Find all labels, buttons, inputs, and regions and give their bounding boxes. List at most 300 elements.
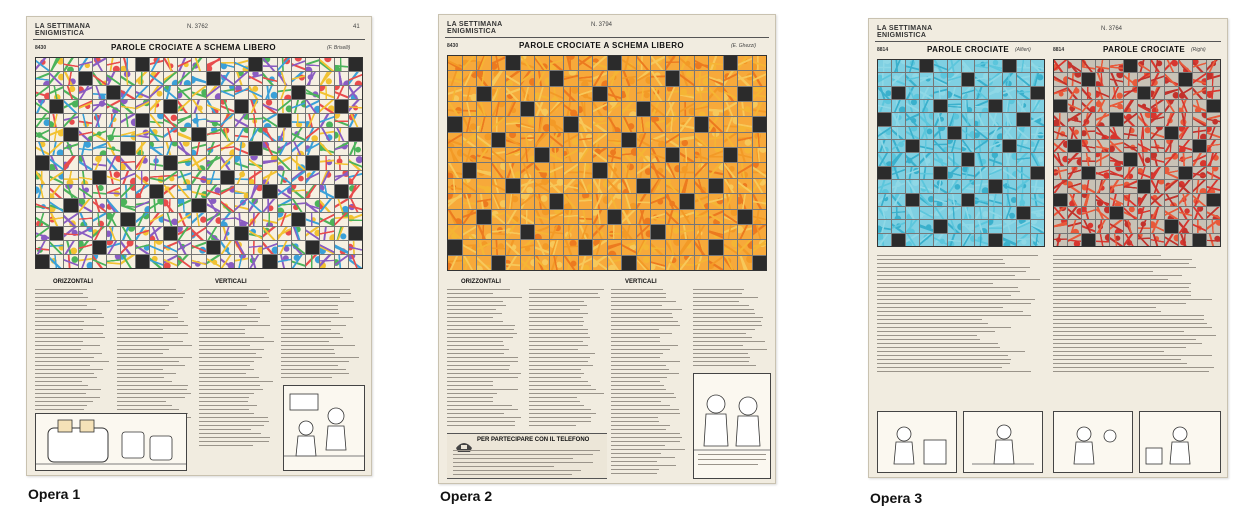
text-line [611, 333, 672, 334]
text-line [529, 305, 587, 306]
text-line [1053, 339, 1196, 340]
grid-cell [579, 240, 593, 254]
grid-cell [593, 87, 607, 101]
clues-column [281, 289, 361, 379]
top-rule [445, 37, 769, 38]
grid-cell [738, 87, 752, 101]
text-line [877, 275, 1015, 276]
text-line [281, 365, 338, 366]
grid-cell [107, 171, 120, 184]
grid-cell [463, 240, 477, 254]
grid-cell [263, 185, 276, 198]
text-line [447, 397, 493, 398]
grid-cell [709, 56, 723, 70]
grid-cell [680, 210, 694, 224]
grid-cell [975, 207, 988, 219]
grid-cell [192, 142, 205, 155]
grid-cell [637, 163, 651, 177]
grid-cell [263, 241, 276, 254]
grid-cell [477, 102, 491, 116]
text-line [447, 293, 493, 294]
grid-cell [608, 71, 622, 85]
grid-cell [278, 185, 291, 198]
grid-cell [989, 167, 1002, 179]
grid-cell [962, 127, 975, 139]
grid-cell [878, 153, 891, 165]
grid-cell [36, 255, 49, 268]
text-line [1053, 355, 1212, 356]
text-line [453, 474, 572, 475]
grid-cell [579, 179, 593, 193]
section-orizzontali: ORIZZONTALI [461, 279, 501, 285]
grid-cell [36, 213, 49, 226]
grid-cell [192, 114, 205, 127]
grid-cell [492, 163, 506, 177]
grid-cell [1017, 113, 1030, 125]
grid-cell [878, 207, 891, 219]
grid-cell [136, 171, 149, 184]
grid-cell [962, 153, 975, 165]
grid-cell [680, 256, 694, 270]
section-orizzontali: ORIZZONTALI [53, 279, 93, 285]
puzzle-author-left: (Alfieri) [1015, 47, 1031, 53]
grid-cell [506, 225, 520, 239]
grid-cell [263, 156, 276, 169]
grid-cell [1110, 234, 1123, 246]
grid-cell [221, 156, 234, 169]
grid-cell [178, 72, 191, 85]
grid-cell [292, 128, 305, 141]
text-line [611, 309, 682, 310]
grid-cell [934, 153, 947, 165]
grid-cell [1138, 153, 1151, 165]
grid-cell [1068, 140, 1081, 152]
grid-cell [93, 199, 106, 212]
comic-drawing [1054, 412, 1132, 472]
text-line [117, 373, 176, 374]
text-line [1053, 303, 1186, 304]
grid-cell [249, 241, 262, 254]
grid-cell [1096, 100, 1109, 112]
grid-cell [550, 194, 564, 208]
grid-cell [448, 87, 462, 101]
grid-cell [150, 156, 163, 169]
grid-cell [278, 227, 291, 240]
puzzle-author-right: (Righi) [1191, 47, 1206, 53]
puzzle-code: 8430 [447, 43, 459, 49]
grid-cell [593, 56, 607, 70]
grid-cell [892, 220, 905, 232]
grid-cell [934, 167, 947, 179]
grid-cell [320, 100, 333, 113]
text-line [611, 449, 685, 450]
grid-cell [335, 128, 348, 141]
grid-cell [1151, 73, 1164, 85]
grid-cell [1017, 140, 1030, 152]
grid-cell [920, 113, 933, 125]
grid-cell [335, 213, 348, 226]
grid-cell [263, 213, 276, 226]
text-line [611, 377, 667, 378]
grid-cell [1054, 60, 1067, 72]
grid-cell [463, 225, 477, 239]
grid-cell [1082, 60, 1095, 72]
grid-cell [221, 171, 234, 184]
grid-cell [724, 87, 738, 101]
grid-cell [753, 240, 767, 254]
grid-cell [892, 207, 905, 219]
grid-cell [1068, 194, 1081, 206]
page-number: 41 [353, 24, 360, 30]
grid-cell [934, 220, 947, 232]
grid-cell [335, 86, 348, 99]
text-line [1053, 363, 1187, 364]
text-line [611, 297, 666, 298]
grid-cell [695, 87, 709, 101]
grid-cell [975, 87, 988, 99]
grid-cell [1031, 60, 1044, 72]
grid-cell [306, 86, 319, 99]
grid-cell [608, 87, 622, 101]
text-line [199, 401, 248, 402]
grid-cell [178, 241, 191, 254]
text-line [877, 339, 980, 340]
text-line [117, 401, 166, 402]
grid-cell [93, 72, 106, 85]
grid-cell [136, 156, 149, 169]
grid-cell [335, 72, 348, 85]
grid-cell [150, 100, 163, 113]
grid-cell [934, 87, 947, 99]
grid-cell [136, 185, 149, 198]
grid-cell [622, 256, 636, 270]
grid-cell [192, 255, 205, 268]
grid-cell [36, 185, 49, 198]
text-line [529, 417, 591, 418]
grid-cell [1179, 234, 1192, 246]
clues-column [611, 289, 687, 475]
grid-cell [306, 58, 319, 71]
text-line [447, 377, 518, 378]
grid-cell [36, 114, 49, 127]
grid-cell [564, 117, 578, 131]
grid-cell [622, 210, 636, 224]
grid-cell [178, 213, 191, 226]
grid-cell [1003, 127, 1016, 139]
grid-cell [477, 56, 491, 70]
text-line [877, 327, 1011, 328]
grid-cell [906, 220, 919, 232]
grid-cell [335, 227, 348, 240]
grid-cell [608, 256, 622, 270]
grid-cell [263, 227, 276, 240]
grid-cell [1068, 180, 1081, 192]
grid-cell [463, 256, 477, 270]
grid-cell [906, 60, 919, 72]
grid-cell [335, 156, 348, 169]
text-line [693, 357, 750, 358]
grid-cell [1124, 234, 1137, 246]
grid-cell [608, 194, 622, 208]
grid-cell [349, 241, 362, 254]
text-line [35, 369, 103, 370]
text-line [447, 361, 518, 362]
grid-cell [651, 225, 665, 239]
grid-cell [506, 210, 520, 224]
grid-cell [164, 241, 177, 254]
grid-cell [207, 128, 220, 141]
grid-cell [1054, 207, 1067, 219]
text-line [199, 389, 263, 390]
grid-cell [622, 117, 636, 131]
crossword-grid-left [877, 59, 1045, 247]
phone-box-title: PER PARTECIPARE CON IL TELEFONO [477, 437, 590, 443]
grid-cell [1082, 153, 1095, 165]
text-line [611, 433, 680, 434]
grid-cell [535, 56, 549, 70]
opera-1 [26, 16, 372, 516]
grid-cell [535, 133, 549, 147]
grid-cell [79, 58, 92, 71]
opera-3 [868, 18, 1228, 516]
grid-cell [906, 140, 919, 152]
grid-cell [150, 72, 163, 85]
grid-cell [1138, 73, 1151, 85]
grid-cell [164, 227, 177, 240]
grid-cell [136, 58, 149, 71]
grid-cell [1207, 127, 1220, 139]
grid-cell [278, 255, 291, 268]
grid-cell [753, 56, 767, 70]
grid-cell [349, 185, 362, 198]
grid-cell [753, 71, 767, 85]
grid-cell [1054, 127, 1067, 139]
text-line [611, 441, 680, 442]
grid-cell [948, 127, 961, 139]
grid-cell [753, 256, 767, 270]
text-line [281, 361, 349, 362]
grid-cell [292, 213, 305, 226]
text-line [199, 421, 269, 422]
grid-cell [463, 210, 477, 224]
text-line [1053, 351, 1164, 352]
grid-cell [989, 220, 1002, 232]
text-line [693, 297, 758, 298]
text-line [117, 301, 174, 302]
grid-cell [506, 71, 520, 85]
grid-cell [738, 210, 752, 224]
grid-cell [738, 133, 752, 147]
grid-cell [593, 210, 607, 224]
text-line [35, 289, 87, 290]
grid-cell [79, 213, 92, 226]
grid-cell [178, 128, 191, 141]
grid-cell [1068, 220, 1081, 232]
grid-cell [724, 194, 738, 208]
caption: Opera 2 [440, 488, 493, 504]
grid-cell [249, 199, 262, 212]
grid-cell [50, 227, 63, 240]
text-line [35, 385, 88, 386]
grid-cell [709, 256, 723, 270]
phone-contest-box [447, 433, 607, 479]
text-line [1053, 267, 1196, 268]
grid-cell [192, 241, 205, 254]
grid-cell [1068, 73, 1081, 85]
text-line [1053, 271, 1153, 272]
grid-cell [178, 199, 191, 212]
text-line [529, 333, 588, 334]
grid-cell [948, 140, 961, 152]
grid-cell [164, 58, 177, 71]
grid-cell [477, 148, 491, 162]
clues-left [877, 255, 1043, 405]
grid-cell [1110, 113, 1123, 125]
text-line [199, 337, 264, 338]
grid-cell [920, 194, 933, 206]
text-line [447, 393, 497, 394]
grid-cell [651, 163, 665, 177]
grid-cell [1110, 127, 1123, 139]
grid-cell [506, 240, 520, 254]
grid-cell [934, 60, 947, 72]
grid-cell [878, 87, 891, 99]
puzzle-title: PAROLE CROCIATE A SCHEMA LIBERO [111, 43, 276, 52]
section-verticali: VERTICALI [625, 279, 657, 285]
grid-cell [164, 255, 177, 268]
grid-cell [492, 210, 506, 224]
grid-cell [666, 256, 680, 270]
grid-cell [249, 72, 262, 85]
grid-cell [1096, 87, 1109, 99]
grid-cell [1193, 180, 1206, 192]
grid-cell [1017, 60, 1030, 72]
grid-cell [263, 128, 276, 141]
grid-cell [150, 114, 163, 127]
text-line [693, 301, 739, 302]
grid-cell [989, 60, 1002, 72]
text-line [611, 317, 673, 318]
text-line [117, 297, 183, 298]
grid-cell [192, 213, 205, 226]
grid-cell [535, 210, 549, 224]
grid-cell [892, 73, 905, 85]
grid-cell [878, 220, 891, 232]
text-line [35, 389, 101, 390]
grid-cell [1179, 113, 1192, 125]
grid-cell [550, 210, 564, 224]
text-line [199, 301, 270, 302]
grid-cell [1124, 140, 1137, 152]
text-line [529, 405, 584, 406]
grid-cell [1003, 234, 1016, 246]
grid-cell [724, 56, 738, 70]
grid-cell [221, 199, 234, 212]
grid-cell [550, 133, 564, 147]
text-line [117, 361, 179, 362]
grid-cell [695, 133, 709, 147]
grid-cell [521, 256, 535, 270]
grid-cell [1151, 194, 1164, 206]
grid-cell [136, 227, 149, 240]
grid-cell [1179, 153, 1192, 165]
grid-cell [335, 255, 348, 268]
grid-cell [593, 256, 607, 270]
grid-cell [608, 210, 622, 224]
grid-cell [535, 148, 549, 162]
text-line [693, 321, 761, 322]
grid-cell [1207, 113, 1220, 125]
text-line [199, 297, 269, 298]
grid-cell [278, 114, 291, 127]
grid-cell [535, 256, 549, 270]
grid-cell [107, 72, 120, 85]
grid-cell [637, 56, 651, 70]
grid-cell [50, 171, 63, 184]
text-line [1053, 315, 1204, 316]
puzzle-code-right: 8814 [1053, 47, 1065, 53]
text-line [117, 337, 163, 338]
grid-cell [492, 194, 506, 208]
text-line [693, 289, 744, 290]
grid-cell [738, 179, 752, 193]
grid-cell [150, 241, 163, 254]
grid-cell [738, 102, 752, 116]
grid-cell [207, 213, 220, 226]
grid-cell [1165, 140, 1178, 152]
grid-cell [579, 133, 593, 147]
text-line [877, 267, 1030, 268]
clues-column [693, 289, 769, 369]
text-line [1053, 275, 1182, 276]
grid-cell [550, 117, 564, 131]
text-line [117, 313, 178, 314]
grid-cell [1207, 167, 1220, 179]
grid-cell [235, 255, 248, 268]
grid-cell [1031, 140, 1044, 152]
grid-cell [1151, 87, 1164, 99]
text-line [199, 293, 267, 294]
grid-cell [150, 199, 163, 212]
grid-cell [349, 72, 362, 85]
grid-cell [249, 185, 262, 198]
phone-box-text [453, 450, 603, 476]
text-line [199, 341, 274, 342]
grid-cell [463, 179, 477, 193]
office-drawing [284, 386, 364, 470]
grid-cell [249, 100, 262, 113]
grid-cell [278, 199, 291, 212]
text-line [447, 421, 515, 422]
grid-cell [738, 56, 752, 70]
grid-cell [724, 102, 738, 116]
grid-cell [920, 127, 933, 139]
grid-cell [1031, 234, 1044, 246]
grid-cell [521, 56, 535, 70]
grid-cell [564, 194, 578, 208]
grid-cell [550, 148, 564, 162]
grid-cell [962, 87, 975, 99]
grid-cell [738, 117, 752, 131]
grid-cell [36, 241, 49, 254]
grid-cell [448, 225, 462, 239]
grid-cell [521, 117, 535, 131]
grid-cell [1165, 194, 1178, 206]
grid-cell [492, 87, 506, 101]
grid-cell [292, 171, 305, 184]
text-line [35, 341, 83, 342]
grid-cell [1193, 100, 1206, 112]
